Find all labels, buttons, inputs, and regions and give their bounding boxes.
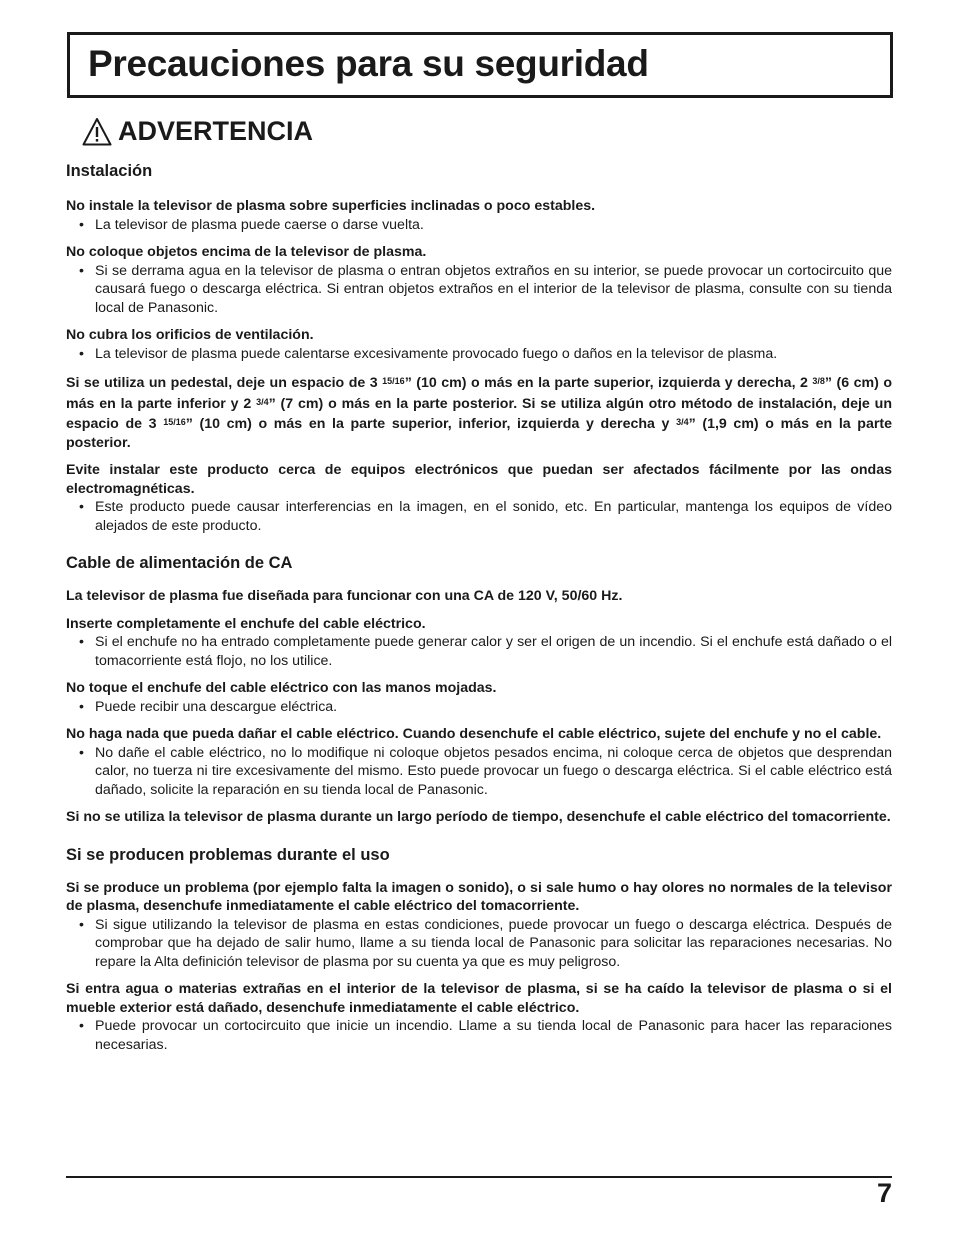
statement-text: Si se utiliza un pedestal, deje un espacio de 3 [66,375,383,391]
page-title-box [67,32,893,98]
statement-text: ” (10 cm) o más en la parte superior, izquierda y derecha, 2 [404,375,813,391]
warning-statement: No toque el enchufe del cable eléctrico con las manos mojadas. [66,680,497,696]
section-heading-problems: Si se producen problemas durante el uso [66,845,390,864]
warning-statement: Si entra agua o materias extrañas en el interior de la televisor de plasma, si se ha caído la televisor de plasma o si el mueble exterior está dañado, desenchufe inmediatamente el cable eléctrico. [66,981,892,1016]
bullet-item: • La televisor de plasma puede calentarse excesivamente provocado fuego o daños en la televisor de plasma. [66,345,892,364]
warning-statement: Inserte completamente el enchufe del cable eléctrico. [66,615,426,632]
statement-text: ” (7 cm) o más en la parte posterior. Si se utiliza algún otro método de instalación, deje un espacio de 3 [66,395,892,432]
bullet-item: • Puede provocar un cortocircuito que inicie un incendio. Llame a su tienda local de Panasonic para hacer las reparaciones necesarias. [66,1017,892,1054]
bullet-item: • La televisor de plasma puede caerse o darse vuelta. [66,216,892,235]
statement-text: ” (1,9 cm) o más en la parte posterior. [66,416,892,451]
bullet-item: • No dañe el cable eléctrico, no lo modifique ni coloque objetos pesados encima, ni coloque cerca de objetos que desprendan calor, no tuerza ni tire excesivamente del mismo. Esto puede provocar un fuego o descarga eléctrica. Si el cable eléctrico está dañado, solicite la reparación en su tienda local de Panasonic. [66,744,892,800]
warning-statement: La televisor de plasma fue diseñada para funcionar con una CA de 120 V, 50/60 Hz. [66,588,623,604]
statement-text: ” (10 cm) o más en la parte superior, inferior, izquierda y derecha y [185,416,677,432]
fraction: 15/16 [163,417,186,427]
page-number: 7 [876,1178,892,1208]
warning-heading: ADVERTENCIA [118,116,314,146]
fraction: 3/4 [676,417,689,427]
warning-statement: Evite instalar este producto cerca de equipos electrónicos que puedan ser afectados fácilmente por las ondas electromagnéticas. [66,462,892,497]
bullet-item: • Si se derrama agua en la televisor de plasma o entran objetos extraños en su interior, se puede provocar un cortocircuito que causará fuego o descarga eléctrica. Si entran objetos extraños en el interior de la televisor de plasma, consulte con su tienda local de Panasonic. [66,262,892,318]
warning-statement: Si se produce un problema (por ejemplo falta la imagen o sonido), o si sale humo o hay olores no normales de la televisor de plasma, desenchufe inmediatamente el cable eléctrico del tomacorriente. [66,879,892,914]
warning-triangle-icon [82,117,112,147]
warning-statement: No cubra los orificios de ventilación. [66,327,314,343]
warning-statement: No coloque objetos encima de la televisor de plasma. [66,244,427,260]
footer-divider [66,1176,892,1178]
warning-statement: No haga nada que pueda dañar el cable eléctrico. Cuando desenchufe el cable eléctrico, sujete del enchufe y no el cable. [66,726,882,742]
section-heading-installation: Instalación [66,162,153,180]
bullet-item: • Si el enchufe no ha entrado completamente puede generar calor y ser el origen de un incendio. Si el enchufe está dañado o el tomacorriente está flojo, no los utilice. [66,633,892,670]
content [66,160,892,1054]
warning-statement: Si no se utiliza la televisor de plasma durante un largo período de tiempo, desenchufe el cable eléctrico del tomacorriente. [66,809,891,825]
fraction: 15/16 [382,376,405,386]
fraction: 3/8 [812,376,825,386]
page-title: Precauciones para su seguridad [88,43,649,84]
statement-text: ” (6 cm) o más en la parte inferior y 2 [66,375,892,412]
section-heading-ac-cable: Cable de alimentación de CA [66,554,293,572]
bullet-item: • Puede recibir una descargue eléctrica. [66,698,892,717]
bullet-item: • Este producto puede causar interferencias en la imagen, en el sonido, etc. En particular, mantenga los equipos de vídeo alejados de este producto. [66,498,892,535]
bullet-item: • Si sigue utilizando la televisor de plasma en estas condiciones, puede provocar un fuego o descarga eléctrica. Después de comprobar que ha dejado de salir humo, llame a su tienda local de Panasonic para solicitar las reparaciones necesarias. No repare la Alta definición televisor de plasma por su cuenta ya que es muy peligroso. [66,916,892,972]
fraction: 3/4 [256,396,269,407]
warning-statement: No instale la televisor de plasma sobre superficies inclinadas o poco estables. [66,198,596,214]
pedestal-spacing-statement [66,372,892,452]
